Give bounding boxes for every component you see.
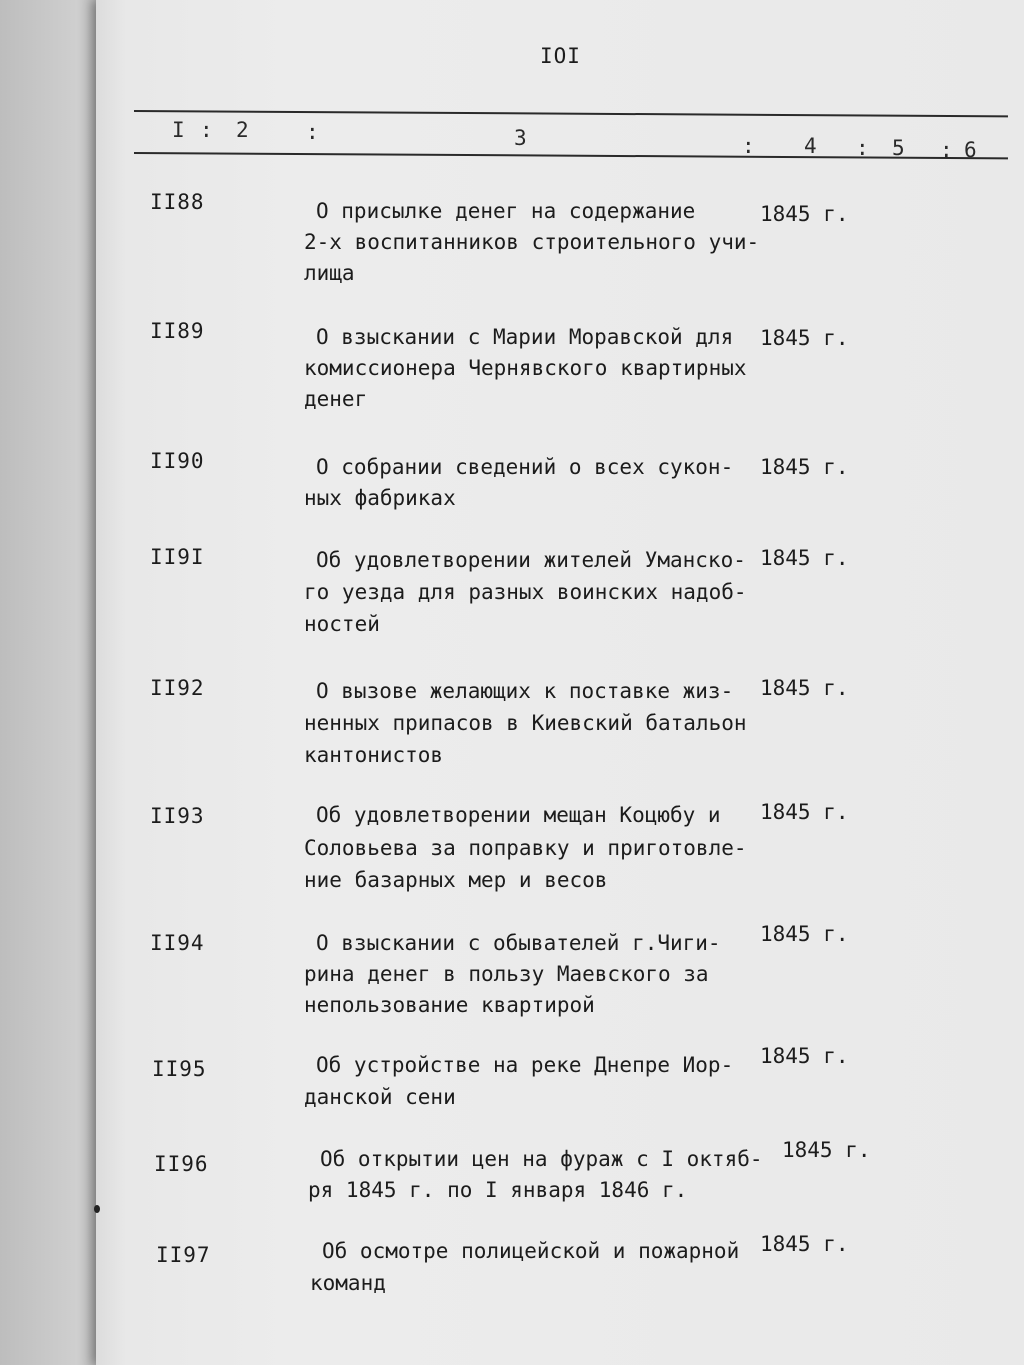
entry-date: 1845 г. xyxy=(782,1138,871,1162)
entry-line: ненных припасов в Киевский батальон xyxy=(304,711,747,735)
entry-line: данской сени xyxy=(304,1085,456,1109)
entry-line: Об удовлетворении жителей Уманско- xyxy=(316,548,746,572)
entry-line: Об осмотре полицейской и пожарной xyxy=(322,1239,740,1263)
entry-number: II95 xyxy=(152,1057,207,1081)
entry-line: 2-х воспитанников строительного учи- xyxy=(304,230,760,254)
entry-date: 1845 г. xyxy=(760,1232,849,1256)
entry-line: го уезда для разных воинских надоб- xyxy=(304,580,747,604)
entry-date: 1845 г. xyxy=(760,326,849,350)
entry-number: II97 xyxy=(156,1243,211,1267)
entry-number: II93 xyxy=(150,804,205,828)
entry-line: О взыскании с обывателей г.Чиги- xyxy=(316,931,721,955)
entry-line: О взыскании с Марии Моравской для xyxy=(316,325,734,349)
entry-date: 1845 г. xyxy=(760,676,849,700)
entry-number: II89 xyxy=(150,319,205,343)
entry-number: II96 xyxy=(154,1152,209,1176)
entry-number: II94 xyxy=(150,931,205,955)
header-sep-2: : xyxy=(306,120,319,144)
entry-line: Соловьева за поправку и приготовле- xyxy=(304,836,747,860)
entry-line: непользование квартирой xyxy=(304,993,595,1017)
ink-mark xyxy=(94,1205,100,1213)
entry-line: кантонистов xyxy=(304,743,444,767)
entry-date: 1845 г. xyxy=(760,455,849,479)
page-number: IOI xyxy=(540,44,581,68)
entry-line: ностей xyxy=(304,612,380,636)
header-col-2: 2 xyxy=(236,118,249,142)
header-col-6: 6 xyxy=(964,138,977,162)
entry-number: II9I xyxy=(150,545,205,569)
header-sep-5: : xyxy=(940,138,953,162)
header-col-4: 4 xyxy=(804,134,817,158)
entry-line: Об удовлетворении мещан Коцюбу и xyxy=(316,803,721,827)
header-col-1: I xyxy=(172,118,185,142)
entry-date: 1845 г. xyxy=(760,202,849,226)
entry-line: лища xyxy=(304,261,355,285)
entry-line: ние базарных мер и весов xyxy=(304,868,608,892)
entry-line: денег xyxy=(304,387,368,411)
entry-line: комиссионера Чернявского квартирных xyxy=(304,356,747,380)
entry-number: II92 xyxy=(150,676,205,700)
entry-number: II90 xyxy=(150,449,205,473)
header-sep-4: : xyxy=(856,136,869,160)
header-col-5: 5 xyxy=(892,136,905,160)
entry-line: О присылке денег на содержание xyxy=(316,199,696,223)
entry-number: II88 xyxy=(150,190,205,214)
entry-line: О вызове желающих к поставке жиз- xyxy=(316,679,734,703)
previous-page-edge xyxy=(0,0,110,1365)
entry-line: Об устройстве на реке Днепре Иор- xyxy=(316,1053,734,1077)
entry-date: 1845 г. xyxy=(760,1044,849,1068)
entry-line: Об открытии цен на фураж с I октяб- xyxy=(320,1147,763,1171)
entry-date: 1845 г. xyxy=(760,922,849,946)
entry-line: ря 1845 г. по I января 1846 г. xyxy=(308,1178,688,1202)
entry-line: О собрании сведений о всех сукон- xyxy=(316,455,734,479)
header-col-3: 3 xyxy=(514,126,527,150)
entry-line: команд xyxy=(310,1271,386,1295)
header-sep-1: : xyxy=(200,118,213,142)
entry-line: ных фабриках xyxy=(304,486,456,510)
entry-date: 1845 г. xyxy=(760,546,849,570)
entry-date: 1845 г. xyxy=(760,800,849,824)
header-sep-3: : xyxy=(742,134,755,158)
entry-line: рина денег в пользу Маевского за xyxy=(304,962,709,986)
